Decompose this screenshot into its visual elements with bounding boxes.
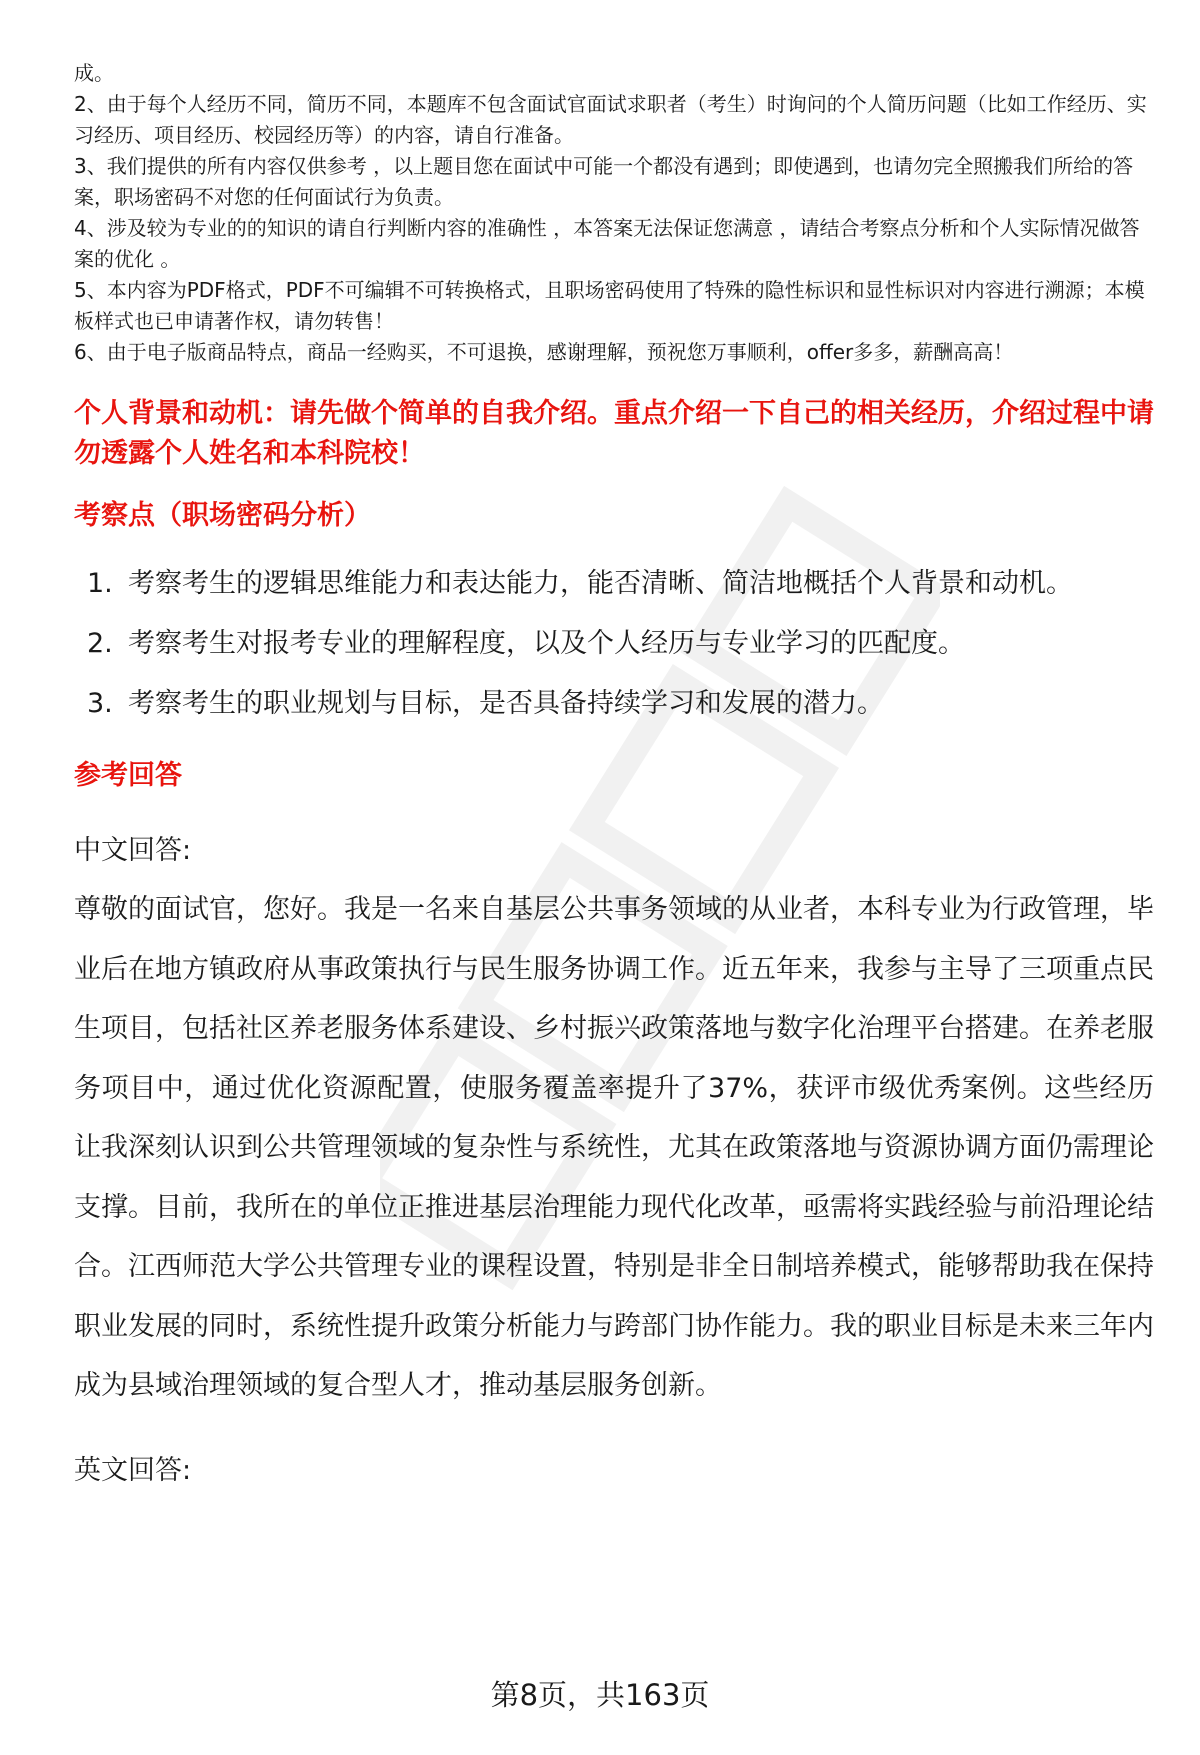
list-number: 2. bbox=[87, 628, 113, 659]
analysis-points bbox=[74, 554, 1154, 734]
list-number: 3. bbox=[87, 688, 113, 719]
list-number: 1. bbox=[87, 568, 113, 599]
list-item bbox=[74, 674, 1154, 734]
interview-question: 个人背景和动机：请先做个简单的自我介绍。重点介绍一下自己的相关经历，介绍过程中请勿透露个人姓名和本科院校！ bbox=[74, 398, 1154, 469]
analysis-title: 考察点（职场密码分析） bbox=[74, 500, 371, 531]
note-line: 5、本内容为PDF格式，PDF不可编辑不可转换格式，且职场密码使用了特殊的隐性标识和显性标识对内容进行溯源；本模板样式也已申请著作权，请勿转售！ bbox=[74, 278, 1145, 333]
note-line: 3、我们提供的所有内容仅供参考 ，以上题目您在面试中可能一个都没有遇到；即使遇到，也请勿完全照搬我们所给的答案，职场密码不对您的任何面试行为负责。 bbox=[74, 154, 1134, 209]
note-line: 6、由于电子版商品特点，商品一经购买，不可退换，感谢理解，预祝您万事顺利，offer多多，薪酬高高！ bbox=[74, 340, 1014, 364]
answer-title: 参考回答 bbox=[74, 760, 182, 791]
list-text: 考察考生对报考专业的理解程度，以及个人经历与专业学习的匹配度。 bbox=[128, 628, 965, 659]
page-number: 第8页，共163页 bbox=[490, 1678, 710, 1712]
english-answer-label: 英文回答: bbox=[74, 1454, 192, 1486]
chinese-answer-text: 尊敬的面试官，您好。我是一名来自基层公共事务领域的从业者，本科专业为行政管理，毕业后在地方镇政府从事政策执行与民生服务协调工作。近五年来，我参与主导了三项重点民生项目，包括社区养老服务体系建设、乡村振兴政策落地与数字化治理平台搭建。在养老服务项目中，通过优化资源配置，使服务覆盖率提升了37%，获评市级优秀案例。这些经历让我深刻认识到公共管理领域的复杂性与系统性，尤其在政策落地与资源协调方面仍需理论支撑。目前，我所在的单位正推进基层治理能力现代化改革，亟需将实践经验与前沿理论结合。江西师范大学公共管理专业的课程设置，特别是非全日制培养模式，能够帮助我在保持职业发展的同时，系统性提升政策分析能力与跨部门协作能力。我的职业目标是未来三年内成为县域治理领域的复合型人才，推动基层服务创新。 bbox=[74, 894, 1154, 1401]
document-page bbox=[74, 58, 1154, 1500]
list-text: 考察考生的逻辑思维能力和表达能力，能否清晰、简洁地概括个人背景和动机。 bbox=[128, 568, 1073, 599]
notes-section bbox=[74, 58, 1154, 368]
note-line: 成。 bbox=[74, 61, 114, 85]
chinese-answer-label: 中文回答: bbox=[74, 835, 192, 866]
list-item bbox=[74, 554, 1154, 614]
note-line: 4、涉及较为专业的的知识的请自行判断内容的准确性 ，本答案无法保证您满意 ，请结合考察点分析和个人实际情况做答案的优化 。 bbox=[74, 216, 1140, 271]
list-item bbox=[74, 614, 1154, 674]
list-text: 考察考生的职业规划与目标，是否具备持续学习和发展的潜力。 bbox=[128, 688, 884, 719]
note-line: 2、由于每个人经历不同，简历不同，本题库不包含面试官面试求职者（考生）时询问的个人简历问题（比如工作经历、实习经历、项目经历、校园经历等）的内容，请自行准备。 bbox=[74, 92, 1147, 147]
